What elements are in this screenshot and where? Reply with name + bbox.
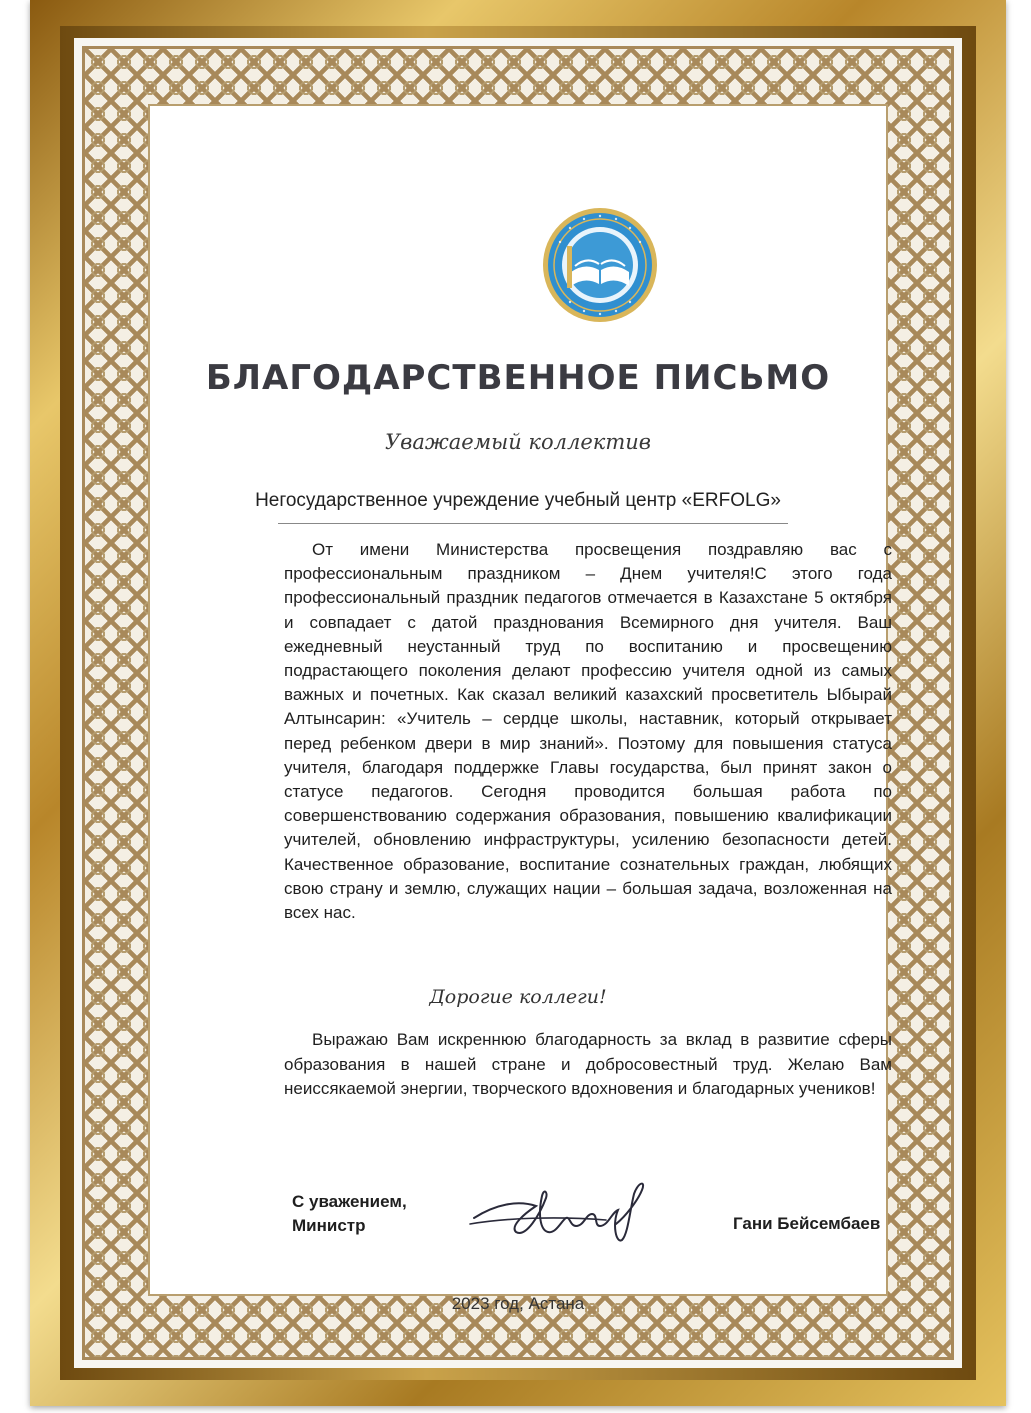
position-line: Министр [292,1216,366,1235]
minister-name: Гани Бейсембаев [733,1214,881,1233]
divider [278,523,788,524]
recipient-name: Негосударственное учреждение учебный центр «ERFOLG» [255,490,781,511]
salutation: Дорогие коллеги! [429,986,607,1008]
closing-paragraph: Выражаю Вам искреннюю благодарность за вклад в развитие сферы образования в нашей стране и добросовестный труд. Желаю Вам неиссякаемой энергии, творческого вдохновения и благодарных учеников! [284,1030,892,1098]
letter-title: БЛАГОДАРСТВЕННОЕ ПИСЬМО [205,358,831,398]
date-place: 2023 год, Астана [451,1294,585,1313]
certificate-paper [148,104,892,1313]
regards-block [292,1190,407,1238]
signature-image [466,1174,676,1248]
regards-line: С уважением, [292,1192,407,1211]
letter-body: От имени Министерства просвещения поздравляю вас с профессиональным праздником – Днем учителя!С этого года профессиональный праздник педагогов отмечается в Казахстане 5 октября и совпадает с датой празднования Всемирного дня учителя. Ваш ежедневный неустанный труд по воспитанию и просвещению подрастающего поколения делают профессию учителя одной из самых важных и почетных. Как сказал великий казахский просветитель Ыбырай Алтынсарин: «Учитель – сердце школы, наставник, который открывает перед ребенком двери в мир знаний». Поэтому для повышения статуса учителя, благодаря поддержке Главы государства, был принят закон о статусе педагогов. Сегодня проводится большая работа по совершенствованию содержания образования, повышению квалификации учителей, обновлению инфраструктуры, усилению безопасности детей. Качественное образование, воспитание сознательных граждан, любящих свою страну и землю, служащих нации – большая задача, возложенная на всех нас. [284,540,892,923]
gold-picture-frame [30,0,1006,1406]
certificate-mat [74,38,962,1368]
ministry-emblem-icon [541,206,659,324]
greeting: Уважаемый коллектив [384,430,651,454]
